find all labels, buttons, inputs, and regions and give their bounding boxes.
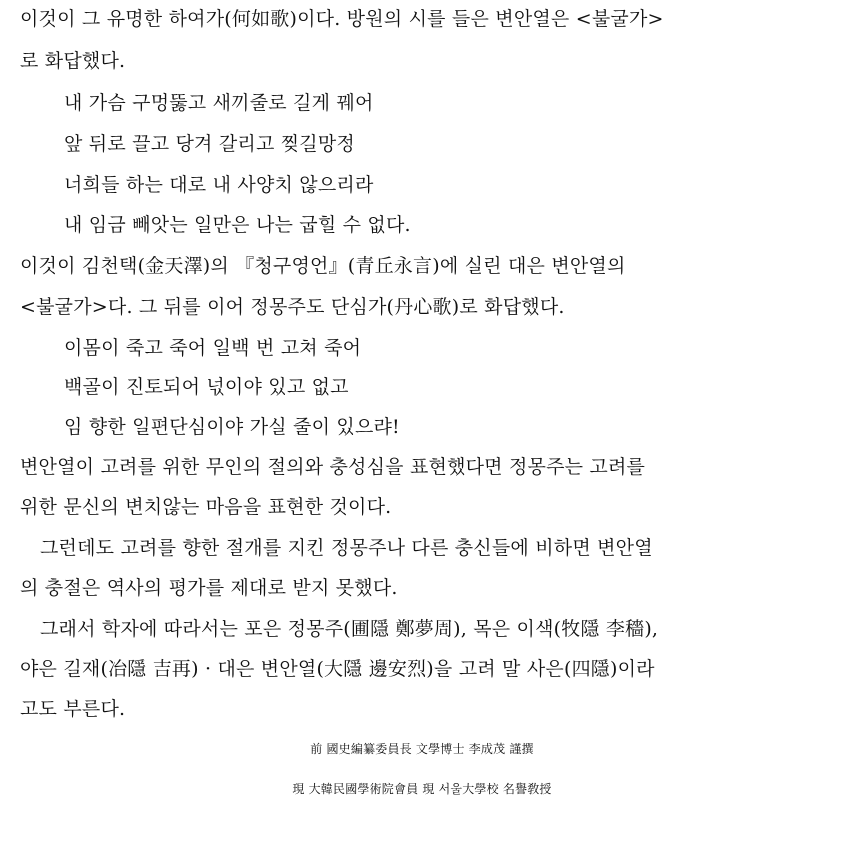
- signature-line-1: 前 國史編纂委員長 文學博士 李成茂 謹撰: [310, 742, 534, 756]
- paragraph-line-3: 이것이 김천택(金天澤)의 『청구영언』(青丘永言)에 실린 대은 변안열의: [20, 255, 626, 277]
- poem-line-4: 내 임금 빼앗는 일만은 나는 굽힐 수 없다.: [64, 214, 411, 236]
- poem-line-1: 내 가슴 구멍뚫고 새끼줄로 길게 꿰어: [64, 92, 374, 114]
- paragraph-line-4: <불굴가>다. 그 뒤를 이어 정몽주도 단심가(丹心歌)로 화답했다.: [20, 296, 565, 318]
- poem-line-3: 너희들 하는 대로 내 사양치 않으리라: [64, 174, 374, 196]
- poem-line-7: 임 향한 일편단심이야 가실 줄이 있으랴!: [64, 416, 400, 438]
- paragraph-line-5: 변안열이 고려를 위한 무인의 절의와 충성심을 표현했다면 정몽주는 고려를: [20, 456, 646, 478]
- poem-line-6: 백골이 진토되어 넋이야 있고 없고: [64, 376, 349, 398]
- poem-line-5: 이몸이 죽고 죽어 일백 번 고쳐 죽어: [64, 337, 362, 359]
- paragraph-line-8: 의 충절은 역사의 평가를 제대로 받지 못했다.: [20, 577, 398, 599]
- poem-line-2: 앞 뒤로 끌고 당겨 갈리고 찢길망정: [64, 133, 355, 155]
- paragraph-line-2: 로 화답했다.: [20, 50, 126, 72]
- paragraph-line-1: 이것이 그 유명한 하여가(何如歌)이다. 방원의 시를 들은 변안열은 <불굴가>: [20, 8, 664, 30]
- paragraph-line-7: 그런데도 고려를 향한 절개를 지킨 정몽주나 다른 충신들에 비하면 변안열: [40, 537, 653, 559]
- paragraph-line-11: 고도 부른다.: [20, 698, 126, 720]
- paragraph-line-10: 야은 길재(冶隱 吉再) · 대은 변안열(大隱 邊安烈)을 고려 말 사은(四隱)이라: [20, 658, 655, 680]
- paragraph-line-9: 그래서 학자에 따라서는 포은 정몽주(圃隱 鄭夢周), 목은 이색(牧隱 李穡),: [40, 618, 659, 640]
- signature-line-2: 現 大韓民國學術院會員 現 서울大學校 名譽敎授: [292, 782, 552, 796]
- paragraph-line-6: 위한 문신의 변치않는 마음을 표현한 것이다.: [20, 496, 392, 518]
